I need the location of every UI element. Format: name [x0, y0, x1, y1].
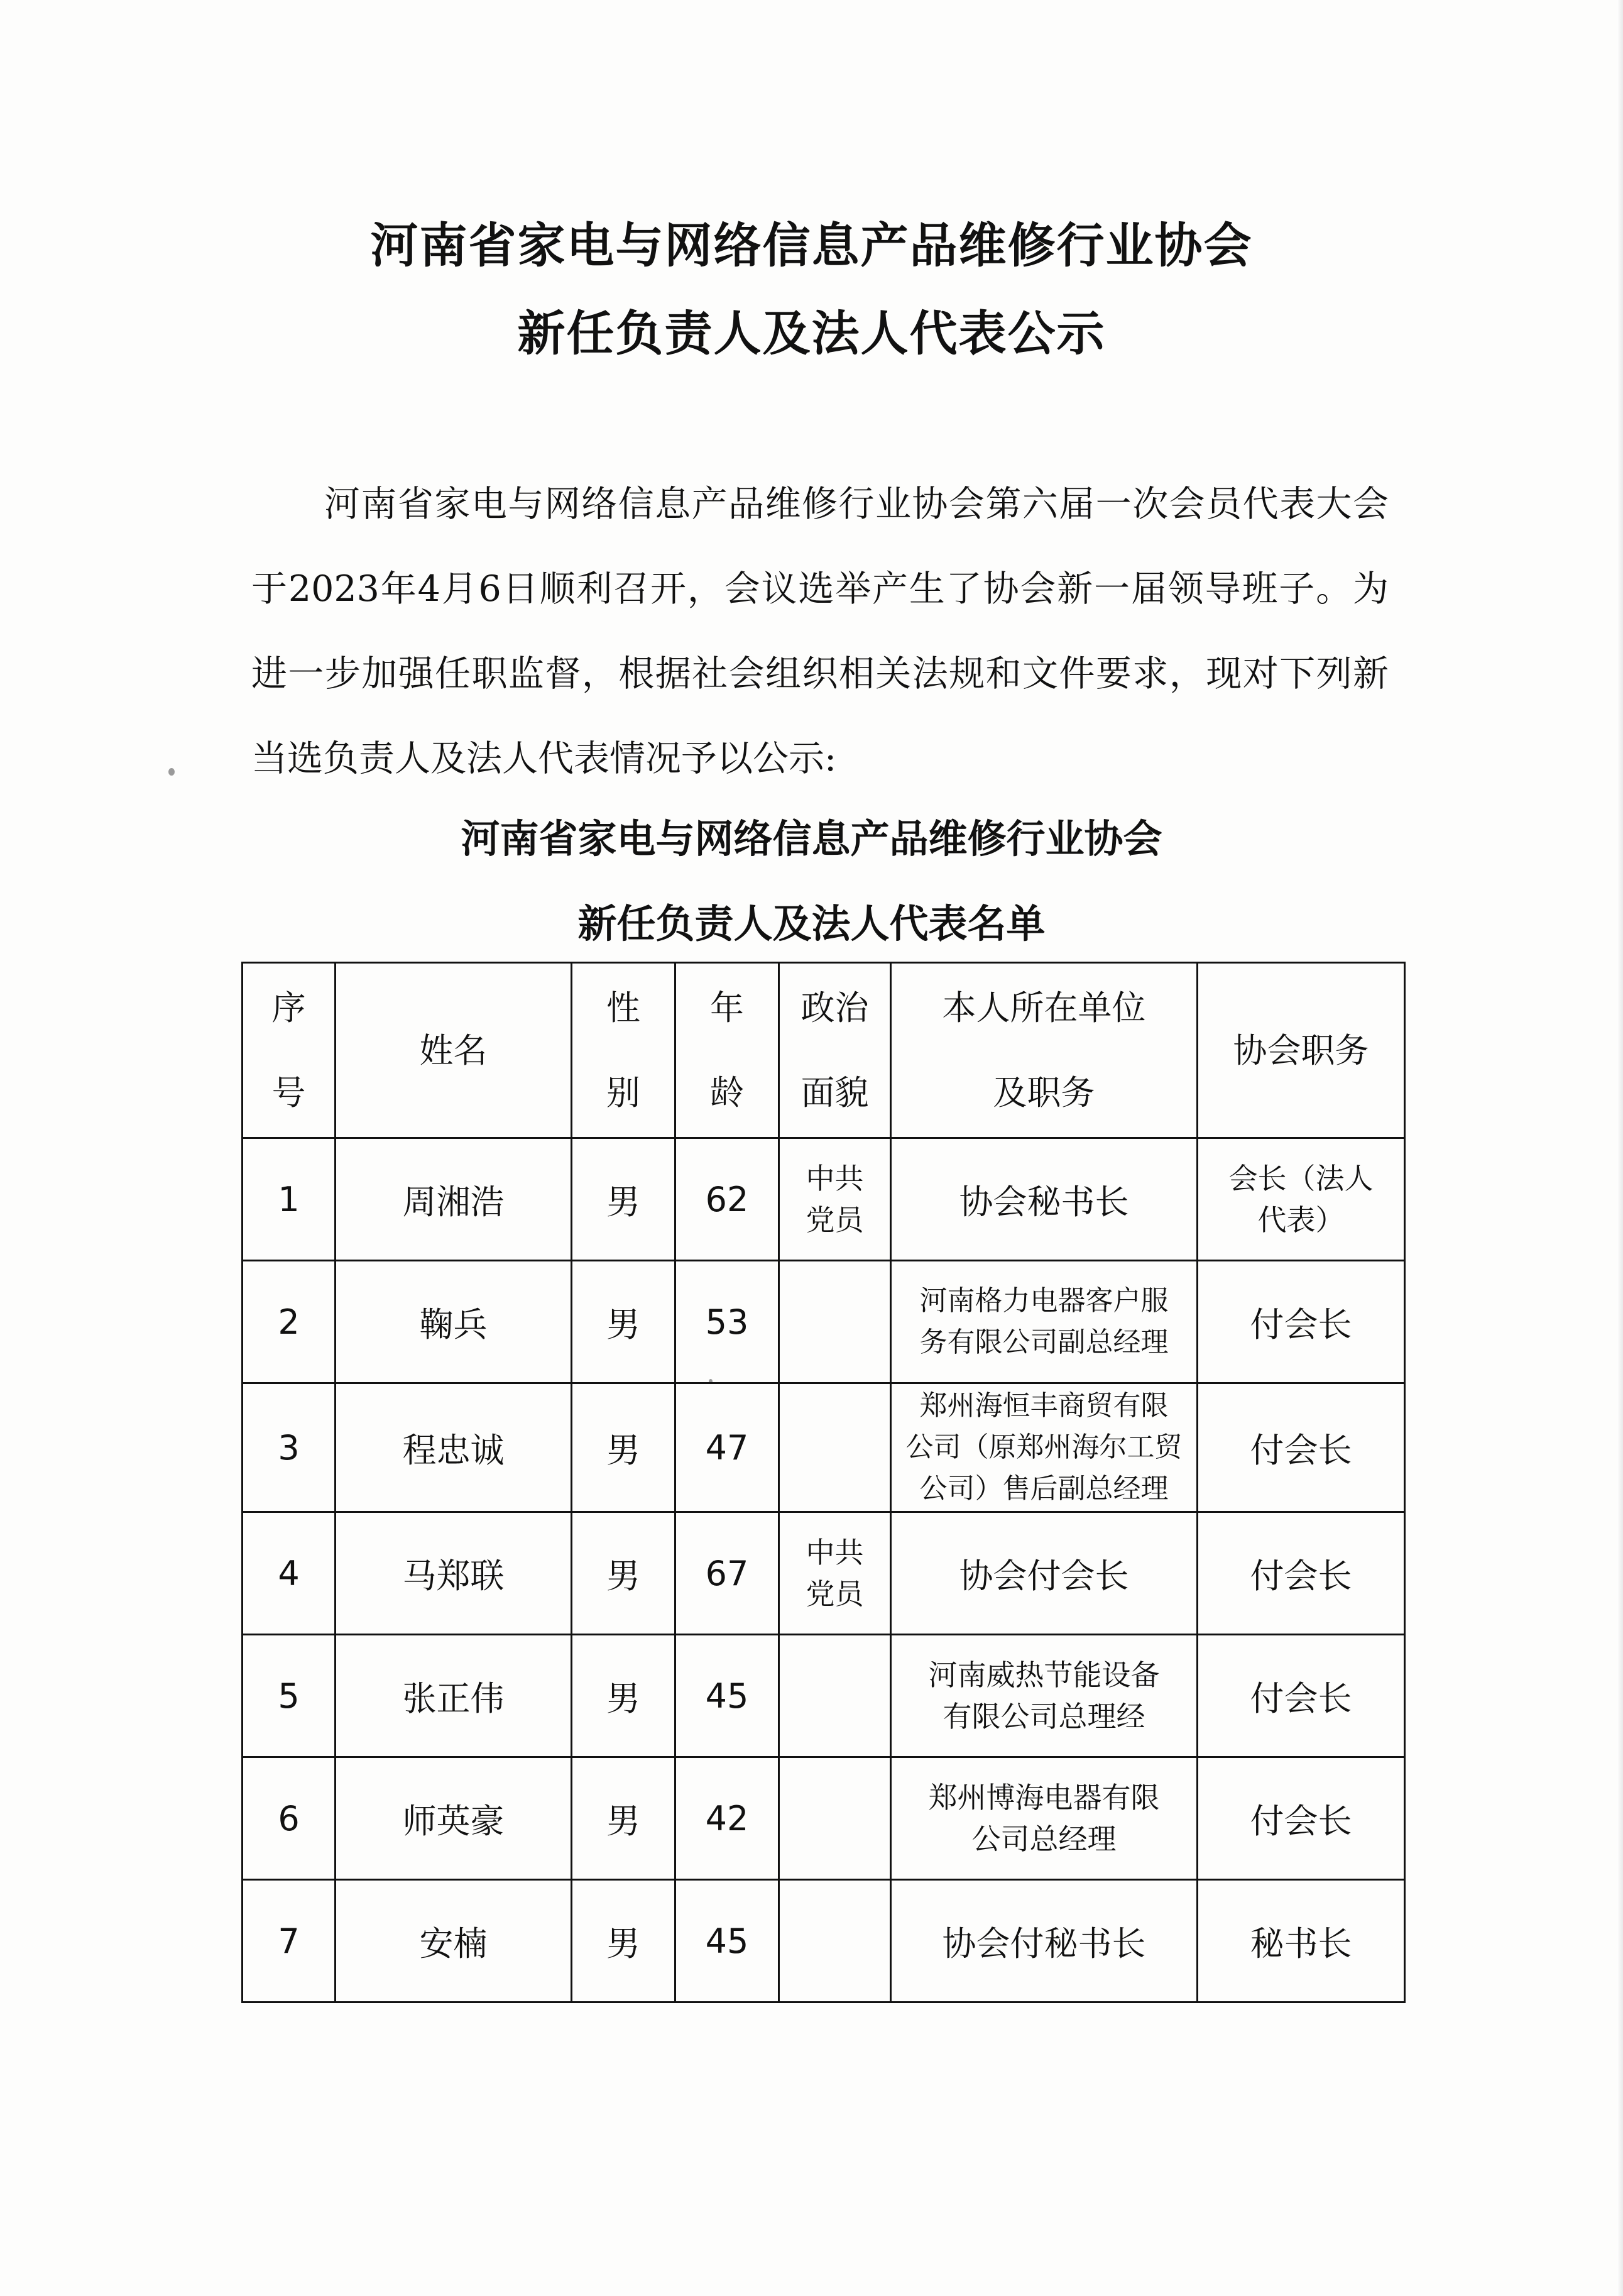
cell-name: 安楠	[336, 1880, 572, 2002]
header-gender	[572, 963, 675, 1138]
cell-age: 45	[675, 1880, 779, 2002]
cell-index: 3	[243, 1383, 336, 1512]
table-header-row	[243, 963, 1405, 1138]
cell-gender: 男	[572, 1261, 675, 1383]
cell-index: 2	[243, 1261, 336, 1383]
cell-gender: 男	[572, 1138, 675, 1261]
header-index	[243, 963, 336, 1138]
cell-index: 7	[243, 1880, 336, 2002]
cell-index: 6	[243, 1757, 336, 1880]
cell-position	[1198, 1138, 1405, 1261]
cell-age: 45	[675, 1635, 779, 1757]
cell-unit-line: 公司（原郑州海尔工贸	[905, 1431, 1183, 1463]
header-gender-line: 性	[606, 988, 640, 1028]
cell-position-line: 付会长	[1250, 1304, 1352, 1344]
cell-unit	[891, 1512, 1198, 1635]
header-age-line: 年	[710, 988, 744, 1028]
cell-index: 4	[243, 1512, 336, 1635]
cell-political	[779, 1138, 891, 1261]
list-title-line1: 河南省家电与网络信息产品维修行业协会	[461, 816, 1162, 862]
header-age	[675, 963, 779, 1138]
header-gender-line: 别	[606, 1073, 640, 1112]
cell-position-line: 秘书长	[1250, 1923, 1352, 1964]
cell-age: 62	[675, 1138, 779, 1261]
cell-position	[1198, 1512, 1405, 1635]
header-unit	[891, 963, 1198, 1138]
cell-political-line: 中共	[806, 1535, 864, 1569]
cell-unit	[891, 1383, 1198, 1512]
header-political	[779, 963, 891, 1138]
scan-speck	[168, 768, 175, 776]
header-unit-line: 及职务	[993, 1073, 1095, 1112]
cell-position	[1198, 1635, 1405, 1757]
cell-position-line: 付会长	[1250, 1430, 1352, 1470]
cell-position-line: 付会长	[1250, 1801, 1352, 1841]
cell-political	[779, 1383, 891, 1512]
cell-unit	[891, 1757, 1198, 1880]
cell-name: 周湘浩	[336, 1138, 572, 1261]
cell-gender: 男	[572, 1383, 675, 1512]
cell-unit-line: 公司总经理	[971, 1822, 1117, 1856]
table-row	[243, 1512, 1405, 1635]
cell-political	[779, 1635, 891, 1757]
cell-unit	[891, 1261, 1198, 1383]
cell-name: 马郑联	[336, 1512, 572, 1635]
header-age-line: 龄	[710, 1073, 744, 1112]
cell-age: 42	[675, 1757, 779, 1880]
officers-table	[241, 962, 1406, 2003]
cell-unit	[891, 1880, 1198, 2002]
cell-gender: 男	[572, 1880, 675, 2002]
cell-political-line: 党员	[806, 1577, 864, 1611]
header-unit-line: 本人所在单位	[942, 988, 1146, 1028]
cell-name: 张正伟	[336, 1635, 572, 1757]
cell-position	[1198, 1383, 1405, 1512]
cell-unit-line: 河南格力电器客户服	[919, 1285, 1169, 1317]
announcement-paragraph: 河南省家电与网络信息产品维修行业协会第六届一次会员代表大会于2023年4月6日顺利召开，会议选举产生了协会新一届领导班子。为进一步加强任职监督，根据社会组织相关法规和文件要求，现对下列新当选负责人及法人代表情况予以公示:	[251, 483, 1389, 779]
document-title-line2: 新任负责人及法人代表公示	[517, 305, 1106, 361]
document-title-line1: 河南省家电与网络信息产品维修行业协会	[370, 217, 1253, 273]
cell-gender: 男	[572, 1512, 675, 1635]
header-index-line: 号	[271, 1073, 306, 1112]
cell-position	[1198, 1261, 1405, 1383]
cell-position-line: 代表）	[1257, 1203, 1345, 1237]
cell-position	[1198, 1757, 1405, 1880]
cell-political	[779, 1512, 891, 1635]
header-name: 姓名	[336, 963, 572, 1138]
header-political-line: 面貌	[801, 1073, 869, 1112]
cell-political-line: 中共	[806, 1162, 864, 1195]
cell-position-line: 会长（法人	[1228, 1162, 1374, 1195]
cell-political	[779, 1261, 891, 1383]
header-position: 协会职务	[1198, 963, 1405, 1138]
cell-age: 47	[675, 1383, 779, 1512]
cell-unit-line: 河南威热节能设备	[928, 1658, 1160, 1692]
table-row	[243, 1138, 1405, 1261]
cell-unit-line: 协会秘书长	[959, 1182, 1129, 1222]
cell-name: 师英豪	[336, 1757, 572, 1880]
cell-index: 5	[243, 1635, 336, 1757]
cell-unit-line: 务有限公司副总经理	[919, 1326, 1169, 1358]
cell-gender: 男	[572, 1757, 675, 1880]
header-index-line: 序	[271, 988, 306, 1028]
cell-gender: 男	[572, 1635, 675, 1757]
cell-age: 53	[675, 1261, 779, 1383]
cell-position-line: 付会长	[1250, 1678, 1352, 1718]
table-row	[243, 1383, 1405, 1512]
cell-unit-line: 协会付秘书长	[942, 1923, 1146, 1964]
cell-index: 1	[243, 1138, 336, 1261]
cell-unit-line: 公司）售后副总经理	[919, 1473, 1169, 1505]
cell-political	[779, 1880, 891, 2002]
cell-unit	[891, 1635, 1198, 1757]
cell-political	[779, 1757, 891, 1880]
header-political-line: 政治	[801, 988, 869, 1028]
cell-unit	[891, 1138, 1198, 1261]
cell-unit-line: 郑州博海电器有限	[928, 1781, 1160, 1815]
table-row	[243, 1880, 1405, 2002]
cell-name: 程忠诚	[336, 1383, 572, 1512]
cell-name: 鞠兵	[336, 1261, 572, 1383]
list-title-line2: 新任负责人及法人代表名单	[577, 901, 1046, 947]
cell-age: 67	[675, 1512, 779, 1635]
table-row	[243, 1261, 1405, 1383]
cell-position-line: 付会长	[1250, 1556, 1352, 1596]
table-row	[243, 1635, 1405, 1757]
cell-unit-line: 郑州海恒丰商贸有限	[919, 1390, 1169, 1422]
table-row	[243, 1757, 1405, 1880]
cell-unit-line: 协会付会长	[959, 1556, 1129, 1596]
cell-unit-line: 有限公司总理经	[943, 1700, 1145, 1733]
cell-position	[1198, 1880, 1405, 2002]
cell-political-line: 党员	[806, 1203, 864, 1237]
